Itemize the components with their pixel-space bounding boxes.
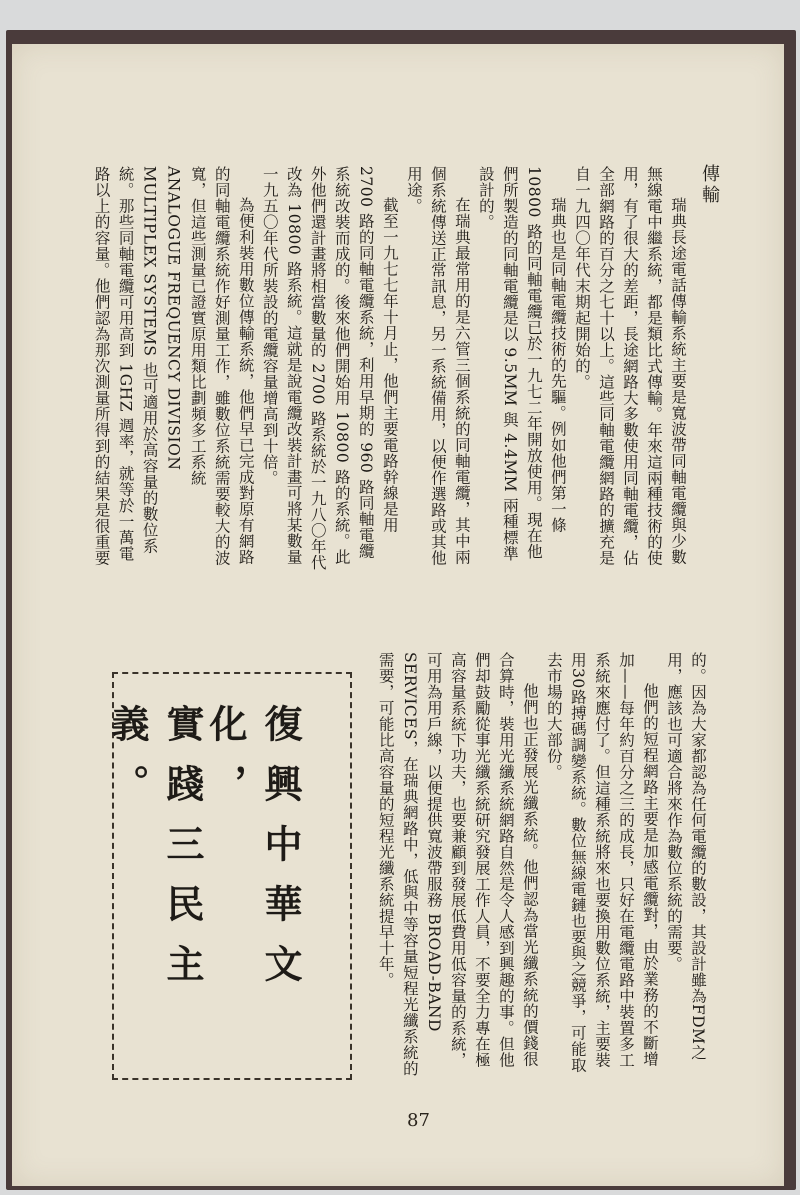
paragraph: 在瑞典最常用的是六管三個系統的同軸電纜，其中兩個系統傳送正常訊息，另一系統備用，以便作選路或其他用途。 [404,166,471,566]
page-content [92,164,722,1084]
book-page [12,44,784,1186]
slogan-line-1: 復興中華文化， [203,704,303,1004]
page-number: 87 [407,1110,430,1131]
paragraph: 截至一九七七年十月止，他們主要電路幹線是用 2700 路的同軸電纜系統，利用早期的 960 路同軸電纜系統改裝而成的。後來他們開始用 10800 路的系統。此外他們還計畫將相當數量的 2700 路系統於一九八〇年代改為 10800 路系統。這就是說電纜改裝計畫可將某數量一九五〇年代所裝設的電纜容量增高到十倍。 [260,166,399,571]
upper-text-block [92,166,690,571]
slogan-box [105,672,352,1080]
paragraph: 他們的短程網路主要是加感電纜對，由於業務的不斷增加——每年約百分之三的成長，只好在電纜電路中裝置多工系統來應付了。但這種系統將來也要換用數位系統，主要裝用30路搏碼調變系統。數位無線電鏈也要與之競爭，可能取去市場的大部份。 [544,652,659,1073]
section-heading: 傳輸 [699,164,720,206]
paragraph: 瑞典也是同軸電纜技術的先驅。例如他們第一條 10800 路的同軸電纜已於一九七二年開放使用。現在他們所製造的同軸電纜是以 9.5MM 與 4.4MM 兩種標準設計的。 [476,166,567,562]
slogan-line-2: 實踐三民主義。 [105,704,205,1004]
lower-text-block [375,652,710,1082]
paragraph: 瑞典長途電話傳輸系統主要是寬波帶同軸電纜與少數無線電中繼系統，都是類比式傳輸。年來這兩種技術的使用，有了很大的差距，長途網路大多數使用同軸電纜，佔全部網路的百分之七十以上。這些同軸電纜網路的擴充是自一九四〇年代末期起開始的。 [572,166,687,566]
paragraph: 他們也正發展光纖系統。他們認為當光纖系統的價錢很合算時，裝用光纖系統網路自然是令人感到興趣的事。但他們却鼓勵從事光纖系統研究發展工作人員，不要全力專在極高容量系統下功夫，也要兼顧到發展低費用低容量的系統，可用為用戶線，以便提供寬波帶服務 BROAD-BAND SERVICES，在瑞典網路中，低與中等容量短程光纖系統的需要，可能比高容量的短程光纖系統提早十年。 [376,652,539,1077]
paragraph: 的。因為大家都認為任何電纜的數設，其設計雖為FDM之用，應該也可適合將來作為數位系統的需要。 [664,652,707,1061]
paragraph: 為便利裝用數位傳輸系統，他們早已完成對原有網路的同軸電纜系統作好測量工作，雖數位系統需要較大的波寬，但這些測量已證實原用類比劃頻多工系統 ANALOGUE FREQUENCY DIVISION MULTIPLEX SYSTEMS 也可適用於高容量的數位系統。那些同軸電纜可用高到 1GHZ 週率，就等於一萬電路以上的容量。他們認為那次測量所得到的結果是很重要 [92,166,255,566]
